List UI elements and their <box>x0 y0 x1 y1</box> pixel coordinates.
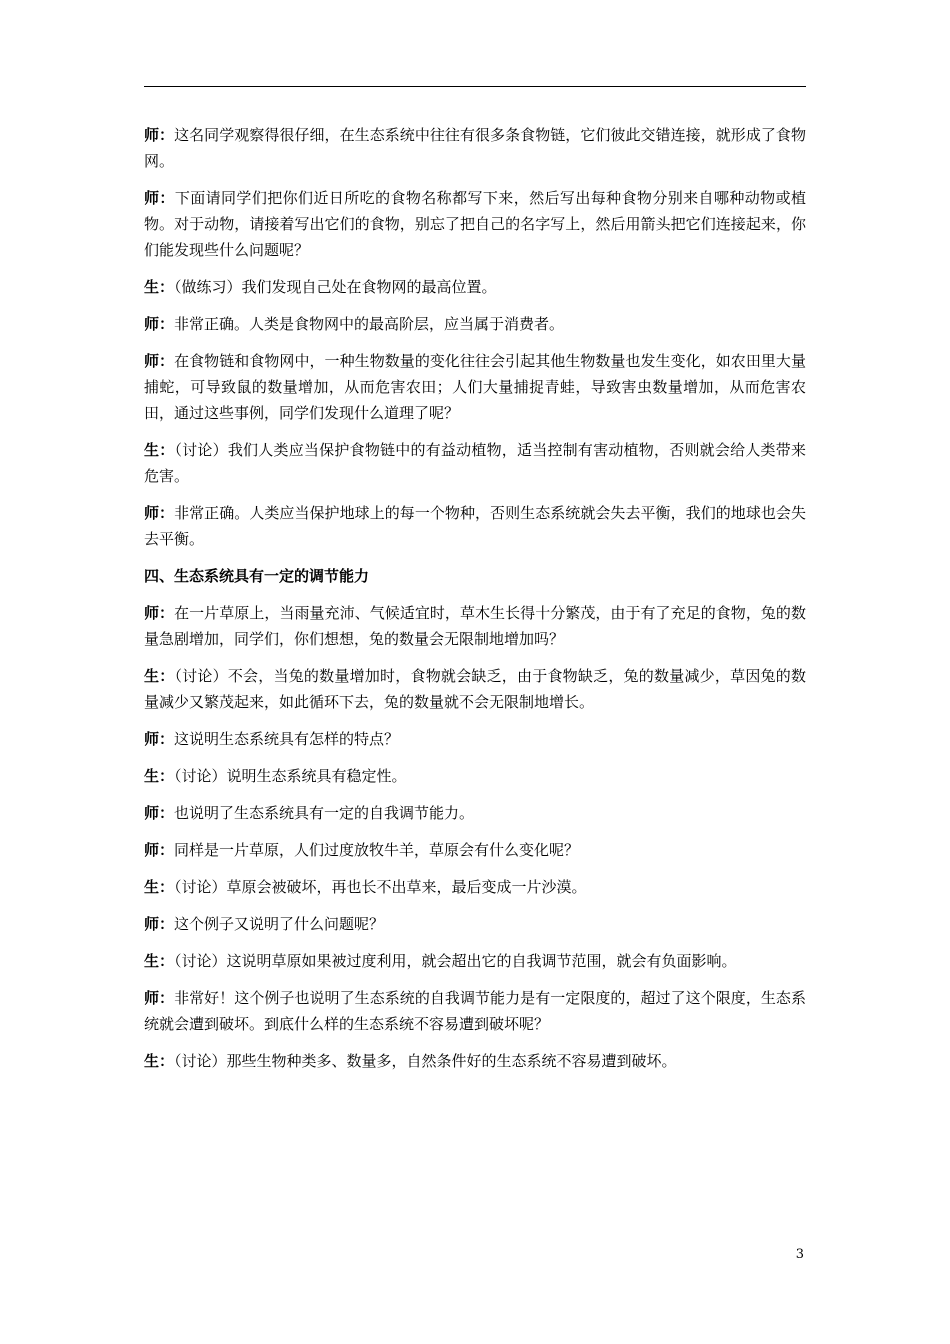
paragraph-text: 在一片草原上，当雨量充沛、气候适宜时，草木生长得十分繁茂，由于有了充足的食物，兔的数量急剧增加，同学们，你们想想，兔的数量会无限制地增加吗？ <box>144 604 806 648</box>
paragraph <box>144 948 806 974</box>
page-number: 3 <box>795 1247 804 1262</box>
speaker-label: 生： <box>144 767 175 785</box>
speaker-label: 师： <box>144 189 175 207</box>
paragraph-text: 非常好！这个例子也说明了生态系统的自我调节能力是有一定限度的，超过了这个限度，生态系统就会遭到破坏。到底什么样的生态系统不容易遭到破坏呢？ <box>144 989 806 1033</box>
paragraph <box>144 726 806 752</box>
paragraph <box>144 1048 806 1074</box>
paragraph-text: （讨论）说明生态系统具有稳定性。 <box>174 767 407 785</box>
paragraph <box>144 122 806 174</box>
paragraph <box>144 311 806 337</box>
paragraph <box>144 763 806 789</box>
paragraph <box>144 185 806 263</box>
section-heading <box>144 563 806 589</box>
speaker-label: 师： <box>144 804 175 822</box>
paragraph <box>144 274 806 300</box>
heading-text: 四、生态系统具有一定的调节能力 <box>144 567 370 585</box>
paragraph-text: 非常正确。人类应当保护地球上的每一个物种，否则生态系统就会失去平衡，我们的地球也会失去平衡。 <box>144 504 806 548</box>
paragraph-text: （讨论）我们人类应当保护食物链中的有益动植物，适当控制有害动植物，否则就会给人类带来危害。 <box>144 441 806 485</box>
paragraph <box>144 600 806 652</box>
speaker-label: 生： <box>144 952 175 970</box>
speaker-label: 生： <box>144 878 175 896</box>
paragraph-text: （讨论）这说明草原如果被过度利用，就会超出它的自我调节范围，就会有负面影响。 <box>174 952 737 970</box>
paragraph-text: （讨论）草原会被破坏，再也长不出草来，最后变成一片沙漠。 <box>174 878 587 896</box>
paragraph-text: （讨论）那些生物种类多、数量多，自然条件好的生态系统不容易遭到破坏。 <box>174 1052 677 1070</box>
paragraph-text: 这说明生态系统具有怎样的特点？ <box>174 730 400 748</box>
paragraph <box>144 985 806 1037</box>
speaker-label: 师： <box>144 352 175 370</box>
speaker-label: 师： <box>144 126 175 144</box>
paragraph <box>144 911 806 937</box>
speaker-label: 师： <box>144 504 175 522</box>
speaker-label: 生： <box>144 1052 175 1070</box>
document-body <box>144 122 806 1085</box>
paragraph-text: 非常正确。人类是食物网中的最高阶层，应当属于消费者。 <box>174 315 565 333</box>
speaker-label: 师： <box>144 841 175 859</box>
paragraph-text: 这个例子又说明了什么问题呢？ <box>174 915 385 933</box>
paragraph-text: （做练习）我们发现自己处在食物网的最高位置。 <box>174 278 497 296</box>
paragraph <box>144 874 806 900</box>
paragraph-text: 在食物链和食物网中，一种生物数量的变化往往会引起其他生物数量也发生变化，如农田里大量捕蛇，可导致鼠的数量增加，从而危害农田；人们大量捕捉青蛙，导致害虫数量增加，从而危害农田，通过这些事例，同学们发现什么道理了呢？ <box>144 352 806 422</box>
speaker-label: 生： <box>144 441 175 459</box>
paragraph <box>144 800 806 826</box>
speaker-label: 生： <box>144 278 175 296</box>
header-rule <box>144 86 806 87</box>
paragraph <box>144 837 806 863</box>
paragraph-text: （讨论）不会，当兔的数量增加时，食物就会缺乏，由于食物缺乏，兔的数量减少，草因兔的数量减少又繁茂起来，如此循环下去，兔的数量就不会无限制地增长。 <box>144 667 806 711</box>
paragraph-text: 下面请同学们把你们近日所吃的食物名称都写下来，然后写出每种食物分别来自哪种动物或植物。对于动物，请接着写出它们的食物，别忘了把自己的名字写上，然后用箭头把它们连接起来，你们能发现些什么问题呢？ <box>144 189 806 259</box>
paragraph-text: 同样是一片草原，人们过度放牧牛羊，草原会有什么变化呢？ <box>174 841 580 859</box>
speaker-label: 师： <box>144 730 175 748</box>
paragraph-text: 这名同学观察得很仔细，在生态系统中往往有很多条食物链，它们彼此交错连接，就形成了食物网。 <box>144 126 806 170</box>
paragraph-text: 也说明了生态系统具有一定的自我调节能力。 <box>174 804 475 822</box>
paragraph <box>144 663 806 715</box>
paragraph <box>144 500 806 552</box>
speaker-label: 师： <box>144 315 175 333</box>
speaker-label: 师： <box>144 604 175 622</box>
paragraph <box>144 348 806 426</box>
paragraph <box>144 437 806 489</box>
speaker-label: 生： <box>144 667 175 685</box>
speaker-label: 师： <box>144 915 175 933</box>
speaker-label: 师： <box>144 989 175 1007</box>
